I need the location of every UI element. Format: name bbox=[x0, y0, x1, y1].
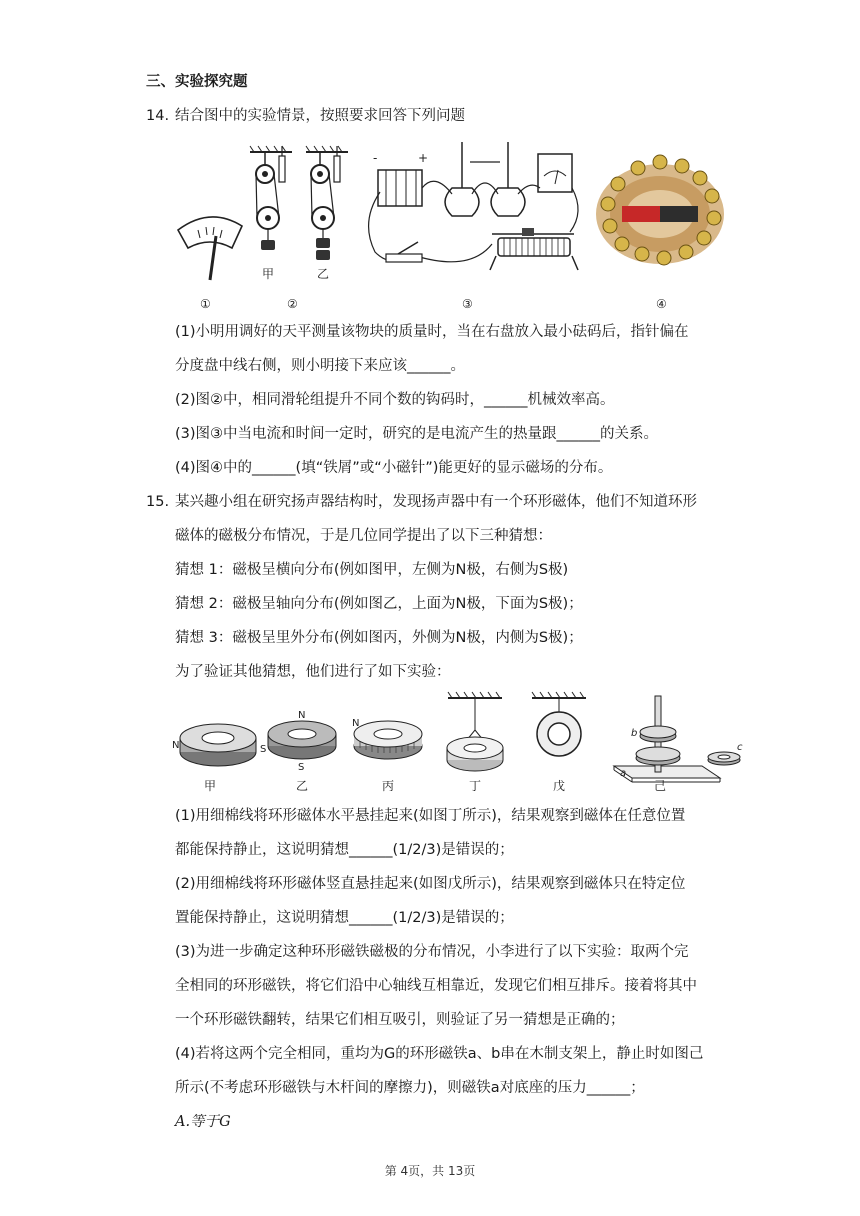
q15-guess2: 猜想 2：磁极呈轴向分布(例如图乙，上面为N极，下面为S极)； bbox=[175, 596, 583, 612]
q14-figure bbox=[170, 132, 730, 312]
fig14-label-4: ④ bbox=[656, 297, 667, 311]
q15-number: 15. bbox=[146, 494, 170, 510]
bing-n-label: N bbox=[352, 718, 360, 729]
ji-c-label: c bbox=[737, 742, 743, 753]
q14-stem: 结合图中的实验情景，按照要求回答下列问题 bbox=[175, 108, 465, 124]
battery-plus: + bbox=[418, 151, 429, 165]
magnet-field-figure bbox=[596, 155, 724, 265]
q14-number: 14. bbox=[146, 108, 170, 124]
fig14-label-3: ③ bbox=[462, 297, 473, 311]
yi-n-label: N bbox=[298, 710, 306, 721]
q15-sub3-line1: (3)为进一步确定这种环形磁铁磁极的分布情况，小李进行了以下实验：取两个完 bbox=[175, 944, 689, 960]
q14-sub3: (3)图③中当电流和时间一定时，研究的是电流产生的热量跟______的关系。 bbox=[175, 426, 659, 442]
ring-magnet-bing bbox=[352, 718, 422, 759]
q15-sub1-line2: 都能保持静止，这说明猜想______(1/2/3)是错误的； bbox=[175, 842, 514, 858]
fig15-label-wu: 戊 bbox=[553, 779, 566, 793]
fig14-label-1: ① bbox=[200, 297, 211, 311]
ring-magnet-ding bbox=[447, 692, 503, 771]
q15-stem-line1: 某兴趣小组在研究扬声器结构时，发现扬声器中有一个环形磁体，他们不知道环形 bbox=[175, 494, 697, 510]
fig15-label-bing: 丙 bbox=[382, 779, 395, 793]
fig14-label-2: ② bbox=[287, 297, 298, 311]
ji-a-label: a bbox=[620, 768, 627, 779]
q15-sub2-line1: (2)用细棉线将环形磁体竖直悬挂起来(如图戊所示)，结果观察到磁体只在特定位 bbox=[175, 876, 686, 892]
pulley-label-yi: 乙 bbox=[317, 267, 330, 281]
q15-stem-line2: 磁体的磁极分布情况，于是几位同学提出了以下三种猜想： bbox=[175, 528, 552, 544]
fig15-label-jia: 甲 bbox=[204, 779, 217, 793]
magnets-on-stand-ji bbox=[614, 696, 743, 782]
q15-sub3-line3: 一个环形磁铁翻转，结果它们相互吸引，则验证了另一猜想是正确的； bbox=[175, 1012, 625, 1028]
pulley-label-jia: 甲 bbox=[262, 267, 275, 281]
ring-magnet-wu bbox=[532, 692, 586, 756]
fig15-label-ji: 己 bbox=[654, 779, 667, 793]
q14-sub1-line1: (1)小明用调好的天平测量该物块的质量时，当在右盘放入最小砝码后，指针偏在 bbox=[175, 324, 689, 340]
ring-magnet-yi bbox=[268, 710, 336, 773]
q15-sub2-line2: 置能保持静止，这说明猜想______(1/2/3)是错误的； bbox=[175, 910, 514, 926]
q15-sub4-line1: (4)若将这两个完全相同，重均为G的环形磁铁a、b串在木制支架上，静止时如图己 bbox=[175, 1046, 704, 1062]
ring-magnet-jia bbox=[172, 724, 266, 766]
q15-sub1-line1: (1)用细棉线将环形磁体水平悬挂起来(如图丁所示)，结果观察到磁体在任意位置 bbox=[175, 808, 686, 824]
q15-option-a: A.等于G bbox=[175, 1114, 231, 1130]
pulley-system-figure bbox=[250, 146, 348, 281]
q14-sub1-line2: 分度盘中线右侧，则小明接下来应该______。 bbox=[175, 358, 465, 374]
fig15-label-ding: 丁 bbox=[469, 779, 482, 793]
balance-scale-figure bbox=[178, 217, 242, 280]
yi-s-label: S bbox=[298, 762, 305, 773]
page-footer: 第 4页，共 13页 bbox=[384, 1164, 476, 1178]
heating-circuit-figure bbox=[369, 142, 578, 270]
q15-verify: 为了验证其他猜想，他们进行了如下实验： bbox=[175, 664, 451, 680]
q15-sub3-line2: 全相同的环形磁铁，将它们沿中心轴线互相靠近，发现它们相互排斥。接着将其中 bbox=[175, 978, 697, 994]
fig15-label-yi: 乙 bbox=[296, 779, 309, 793]
q15-figure bbox=[172, 690, 752, 800]
jia-n-label: N bbox=[172, 740, 180, 751]
section-title: 三、实验探究题 bbox=[146, 74, 248, 90]
q14-sub2: (2)图②中，相同滑轮组提升不同个数的钩码时，______机械效率高。 bbox=[175, 392, 615, 408]
q15-guess1: 猜想 1：磁极呈横向分布(例如图甲，左侧为N极，右侧为S极) bbox=[175, 562, 569, 578]
q15-sub4-line2: 所示(不考虑环形磁铁与木杆间的摩擦力)，则磁铁a对底座的压力______； bbox=[175, 1080, 645, 1096]
ji-b-label: b bbox=[631, 728, 638, 739]
jia-s-label: S bbox=[260, 744, 267, 755]
battery-minus: - bbox=[373, 151, 378, 165]
q15-guess3: 猜想 3：磁极呈里外分布(例如图丙，外侧为N极，内侧为S极)； bbox=[175, 630, 583, 646]
q14-sub4: (4)图④中的______(填“铁屑”或“小磁针”)能更好的显示磁场的分布。 bbox=[175, 460, 613, 476]
